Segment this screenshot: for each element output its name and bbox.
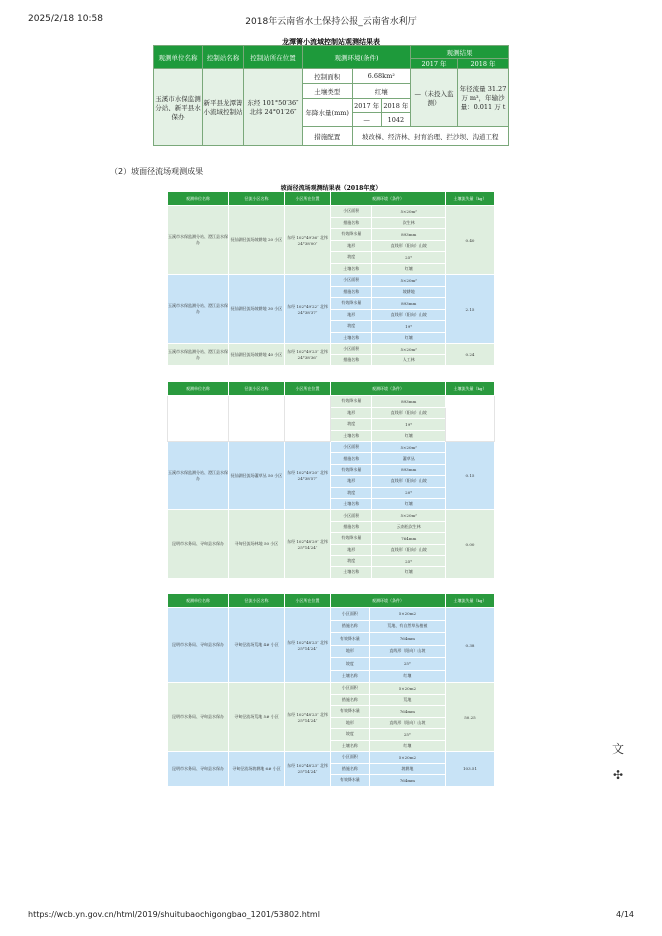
loss-cell: 0.15 (446, 442, 495, 510)
env-value: 坡耕地 (369, 763, 445, 775)
env-value: 红壤 (372, 430, 446, 442)
cell-location: 东经 101°50′36″ 北纬 24°01′26″ (244, 69, 303, 146)
th-unit: 观测单位名称 (168, 594, 229, 608)
unit-cell: 昆明市水务局、寻甸县水保办 (168, 752, 229, 787)
env-value: 直线形（阳向）山坡 (369, 717, 445, 729)
plot-cell: 寻甸径流场荒地 5# 小区 (229, 683, 285, 752)
th-2018: 2018 年 (458, 59, 509, 69)
env-label: 地形 (331, 717, 370, 729)
table1-title: 龙潭箐小流域控制站观测结果表 (282, 37, 380, 46)
env-value: 直线形（阳向）山坡 (372, 544, 446, 555)
th-env: 观测环境(条件) (303, 46, 411, 69)
env-value: 红壤 (372, 332, 446, 344)
env-label: 小区面积 (331, 683, 370, 695)
env-label: 坡度 (331, 658, 370, 671)
unit-cell: 玉溪市水保监测分站、澄江县水保办 (168, 344, 229, 366)
env-value: 灌草丛 (372, 453, 446, 464)
blank-cell (229, 396, 285, 442)
env-label: 坡度 (331, 419, 372, 431)
env-value: 25° (369, 729, 445, 741)
th-station: 控制站名称 (203, 46, 244, 69)
table-row (168, 344, 495, 355)
loss-cell: 0.00 (446, 510, 495, 578)
measures-value: 坡改梯、经济林、封育治理、拦沙坝、沟道工程 (352, 127, 509, 146)
table-row (168, 275, 495, 287)
table-header-row (168, 192, 495, 206)
env-label: 有效降水量 (331, 775, 370, 787)
unit-cell: 昆明市水务局、寻甸县水保办 (168, 683, 229, 752)
env-value: 直线形（阳向）山坡 (372, 476, 446, 487)
soil-value: 红壤 (352, 84, 411, 99)
th-env: 观测环境（条件） (331, 594, 446, 608)
plot-cell: 寻甸径流场坡耕地 6# 小区 (229, 752, 285, 787)
unit-cell: 玉溪市水保监测分站、澄江县水保办 (168, 206, 229, 275)
plot-cell: 抚仙湖径流场坡耕地 40 小区 (229, 344, 285, 366)
th-plot: 径流小区名称 (229, 382, 285, 396)
rain-2017-head: 2017 年 (352, 99, 381, 113)
env-value: 人工林 (372, 355, 446, 366)
env-label: 土壤名称 (331, 567, 372, 578)
loss-cell: 0.24 (446, 344, 495, 366)
env-label: 土壤名称 (331, 670, 370, 683)
loss-cell: 103.51 (446, 752, 495, 787)
env-label: 坡度 (331, 252, 372, 264)
env-value: 直线形（阳向）山坡 (372, 309, 446, 321)
unit-cell: 昆明市水务局、寻甸县水保办 (168, 608, 229, 683)
rain-label: 年降水量(mm) (303, 99, 353, 127)
th-loss: 土壤流失量（kg） (446, 594, 495, 608)
section-heading: （2）坡面径流场观测成果 (110, 167, 204, 176)
location-cell: 东经 102°48′29″ 北纬 25°14′24″ (285, 510, 331, 578)
location-cell: 东经 102°49′20″ 北纬 24°38′57″ (285, 442, 331, 510)
location-cell: 东经 102°48′23″ 北纬 25°14′24″ (285, 608, 331, 683)
env-label: 有效降水量 (331, 298, 372, 310)
env-value: 红壤 (369, 740, 445, 752)
env-label: 有效降水量 (331, 533, 372, 544)
env-value: 云南松次生林 (372, 521, 446, 532)
soil-label: 土壤类型 (303, 84, 353, 99)
env-value: 5×20m² (372, 510, 446, 521)
table-row (168, 752, 495, 764)
translate-icon[interactable]: 文 (611, 742, 624, 756)
plot-cell: 抚仙湖径流场坡耕地 30 小区 (229, 275, 285, 344)
loss-cell: 2.15 (446, 275, 495, 344)
table-row (168, 396, 495, 408)
th-2017: 2017 年 (411, 59, 458, 69)
env-label: 坡度 (331, 487, 372, 498)
env-value: 893mm (372, 464, 446, 475)
env-value: 764mm (369, 633, 445, 646)
side-toolbar (610, 740, 630, 796)
env-value: 19° (372, 419, 446, 431)
env-value: 19° (372, 321, 446, 333)
runoff-table-part1 (167, 191, 495, 366)
result-2017: —（未投入监测） (411, 69, 458, 127)
env-value: 直线形（阳向）山坡 (372, 407, 446, 419)
area-label: 控制面积 (303, 69, 353, 84)
env-value: 5×20m2 (369, 752, 445, 764)
plot-cell: 抚仙湖径流场灌草丛 50 小区 (229, 442, 285, 510)
location-cell: 东经 102°48′23″ 北纬 25°14′24″ (285, 683, 331, 752)
env-value: 直线形（阳向）山坡 (369, 645, 445, 658)
env-value: 20° (372, 487, 446, 498)
location-cell: 东经 102°49′23″ 北纬 24°38′36″ (285, 344, 331, 366)
env-label: 措施名称 (331, 453, 372, 464)
th-location: 小区所在位置 (285, 594, 331, 608)
env-label: 有效降水量 (331, 464, 372, 475)
rain-2018-head: 2018 年 (381, 99, 410, 113)
env-label: 土壤名称 (331, 263, 372, 275)
runoff-table-part2 (167, 381, 495, 579)
env-label: 有效降水量 (331, 633, 370, 646)
th-unit: 观测单位名称 (168, 192, 229, 206)
env-label: 小区面积 (331, 752, 370, 764)
plot-cell: 寻甸径流场荒地 4# 小区 (229, 608, 285, 683)
measures-label: 措施配置 (303, 127, 353, 146)
env-value: 5×20m² (372, 442, 446, 453)
env-value: 5×20m² (372, 206, 446, 218)
env-value: 25° (372, 555, 446, 566)
table-row (168, 608, 495, 621)
env-value: 893mm (372, 298, 446, 310)
env-label: 地形 (331, 476, 372, 487)
plot-cell: 寻甸径流场林地 50 小区 (229, 510, 285, 578)
loss-cell: 0.40 (446, 206, 495, 275)
th-location: 控制站所在位置 (244, 46, 303, 69)
env-label: 土壤名称 (331, 332, 372, 344)
env-label: 措施名称 (331, 217, 372, 229)
env-label: 措施名称 (331, 763, 370, 775)
env-label: 小区面积 (331, 608, 370, 621)
env-value: 荒地 (369, 694, 445, 706)
env-label: 小区面积 (331, 442, 372, 453)
env-value: 直线形（阳向）山坡 (372, 240, 446, 252)
env-label: 小区面积 (331, 344, 372, 355)
th-plot: 径流小区名称 (229, 594, 285, 608)
unit-cell: 昆明市水务局、寻甸县水保办 (168, 510, 229, 578)
cell-station: 新平县龙潭箐小流域控制站 (203, 69, 244, 146)
env-value: 893mm (372, 229, 446, 241)
control-station-table (153, 45, 509, 146)
env-value: 25° (369, 658, 445, 671)
env-value: 荒地、有自然草丛植被 (369, 620, 445, 633)
env-label: 措施名称 (331, 286, 372, 298)
th-env: 观测环境（条件） (331, 382, 446, 396)
env-label: 坡度 (331, 321, 372, 333)
env-label: 地形 (331, 407, 372, 419)
env-value: 893mm (372, 396, 446, 408)
env-value: 764mm (369, 775, 445, 787)
plot-cell: 抚仙湖径流场坡耕地 20 小区 (229, 206, 285, 275)
print-page-number: 4/14 (616, 910, 634, 919)
th-location: 小区所在位置 (285, 382, 331, 396)
env-value: 红壤 (369, 670, 445, 683)
env-label: 小区面积 (331, 510, 372, 521)
env-label: 地形 (331, 544, 372, 555)
env-label: 有效降水量 (331, 229, 372, 241)
env-label: 措施名称 (331, 355, 372, 366)
table2-title: 坡面径流场观测结果表（2018年度） (280, 185, 382, 192)
env-label: 坡度 (331, 555, 372, 566)
env-value: 764mm (369, 706, 445, 718)
table-row (168, 683, 495, 695)
env-label: 措施名称 (331, 620, 370, 633)
env-label: 地形 (331, 645, 370, 658)
env-label: 措施名称 (331, 521, 372, 532)
loss-cell: 0.38 (446, 608, 495, 683)
print-title: 2018年云南省水土保持公报_云南省水利厅 (245, 17, 417, 27)
location-cell: 东经 102°48′23″ 北纬 25°14′24″ (285, 752, 331, 787)
env-value: 次生林 (372, 217, 446, 229)
cell-unit: 玉溪市水保监测分站、新平县水保办 (154, 69, 203, 146)
th-loss: 土壤流失量（kg） (446, 192, 495, 206)
table-header-row (168, 382, 495, 396)
print-date: 2025/2/18 10:58 (28, 14, 103, 24)
th-loss: 土壤流失量（kg） (446, 382, 495, 396)
env-label: 土壤名称 (331, 430, 372, 442)
blank-cell (446, 396, 495, 442)
th-unit: 观测单位名称 (154, 46, 203, 69)
env-label: 措施名称 (331, 694, 370, 706)
env-label: 小区面积 (331, 206, 372, 218)
area-value: 6.68km² (352, 69, 411, 84)
location-cell: 东经 102°49′36″ 北纬 24°38′00″ (285, 206, 331, 275)
env-value: 5×20m² (372, 344, 446, 355)
env-label: 土壤名称 (331, 740, 370, 752)
loss-cell: 50.25 (446, 683, 495, 752)
env-value: 5×20m² (372, 275, 446, 287)
env-value: 5×20m2 (369, 683, 445, 695)
th-location: 小区所在位置 (285, 192, 331, 206)
blank-cell (285, 396, 331, 442)
th-plot: 径流小区名称 (229, 192, 285, 206)
env-value: 红壤 (372, 567, 446, 578)
share-icon[interactable]: ✣ (612, 768, 624, 782)
env-label: 地形 (331, 240, 372, 252)
env-value: 坡耕地 (372, 286, 446, 298)
th-result: 观测结果 (411, 46, 509, 59)
table-header-row (168, 594, 495, 608)
unit-cell: 玉溪市水保监测分站、澄江县水保办 (168, 275, 229, 344)
env-value: 5×20m2 (369, 608, 445, 621)
table-row (168, 510, 495, 521)
rain-2017-value: — (352, 113, 381, 127)
env-value: 红壤 (372, 263, 446, 275)
env-label: 地形 (331, 309, 372, 321)
env-label: 小区面积 (331, 275, 372, 287)
runoff-table-part3 (167, 593, 495, 787)
rain-2018-value: 1042 (381, 113, 410, 127)
env-value: 红壤 (372, 498, 446, 509)
env-label: 土壤名称 (331, 498, 372, 509)
th-unit: 观测单位名称 (168, 382, 229, 396)
env-label: 坡度 (331, 729, 370, 741)
unit-cell: 玉溪市水保监测分站、澄江县水保办 (168, 442, 229, 510)
env-label: 有效降水量 (331, 396, 372, 408)
location-cell: 东经 102°49′22″ 北纬 24°38′37″ (285, 275, 331, 344)
blank-cell (168, 396, 229, 442)
env-value: 764mm (372, 533, 446, 544)
env-label: 有效降水量 (331, 706, 370, 718)
table-row (168, 442, 495, 453)
table-row (168, 206, 495, 218)
th-env: 观测环境（条件） (331, 192, 446, 206)
env-value: 25° (372, 252, 446, 264)
print-url: https://wcb.yn.gov.cn/html/2019/shuitubaochigongbao_1201/53802.html (28, 910, 320, 919)
result-2018: 年径流量 31.27 万 m³，年输沙量：0.011 万 t (458, 69, 509, 127)
